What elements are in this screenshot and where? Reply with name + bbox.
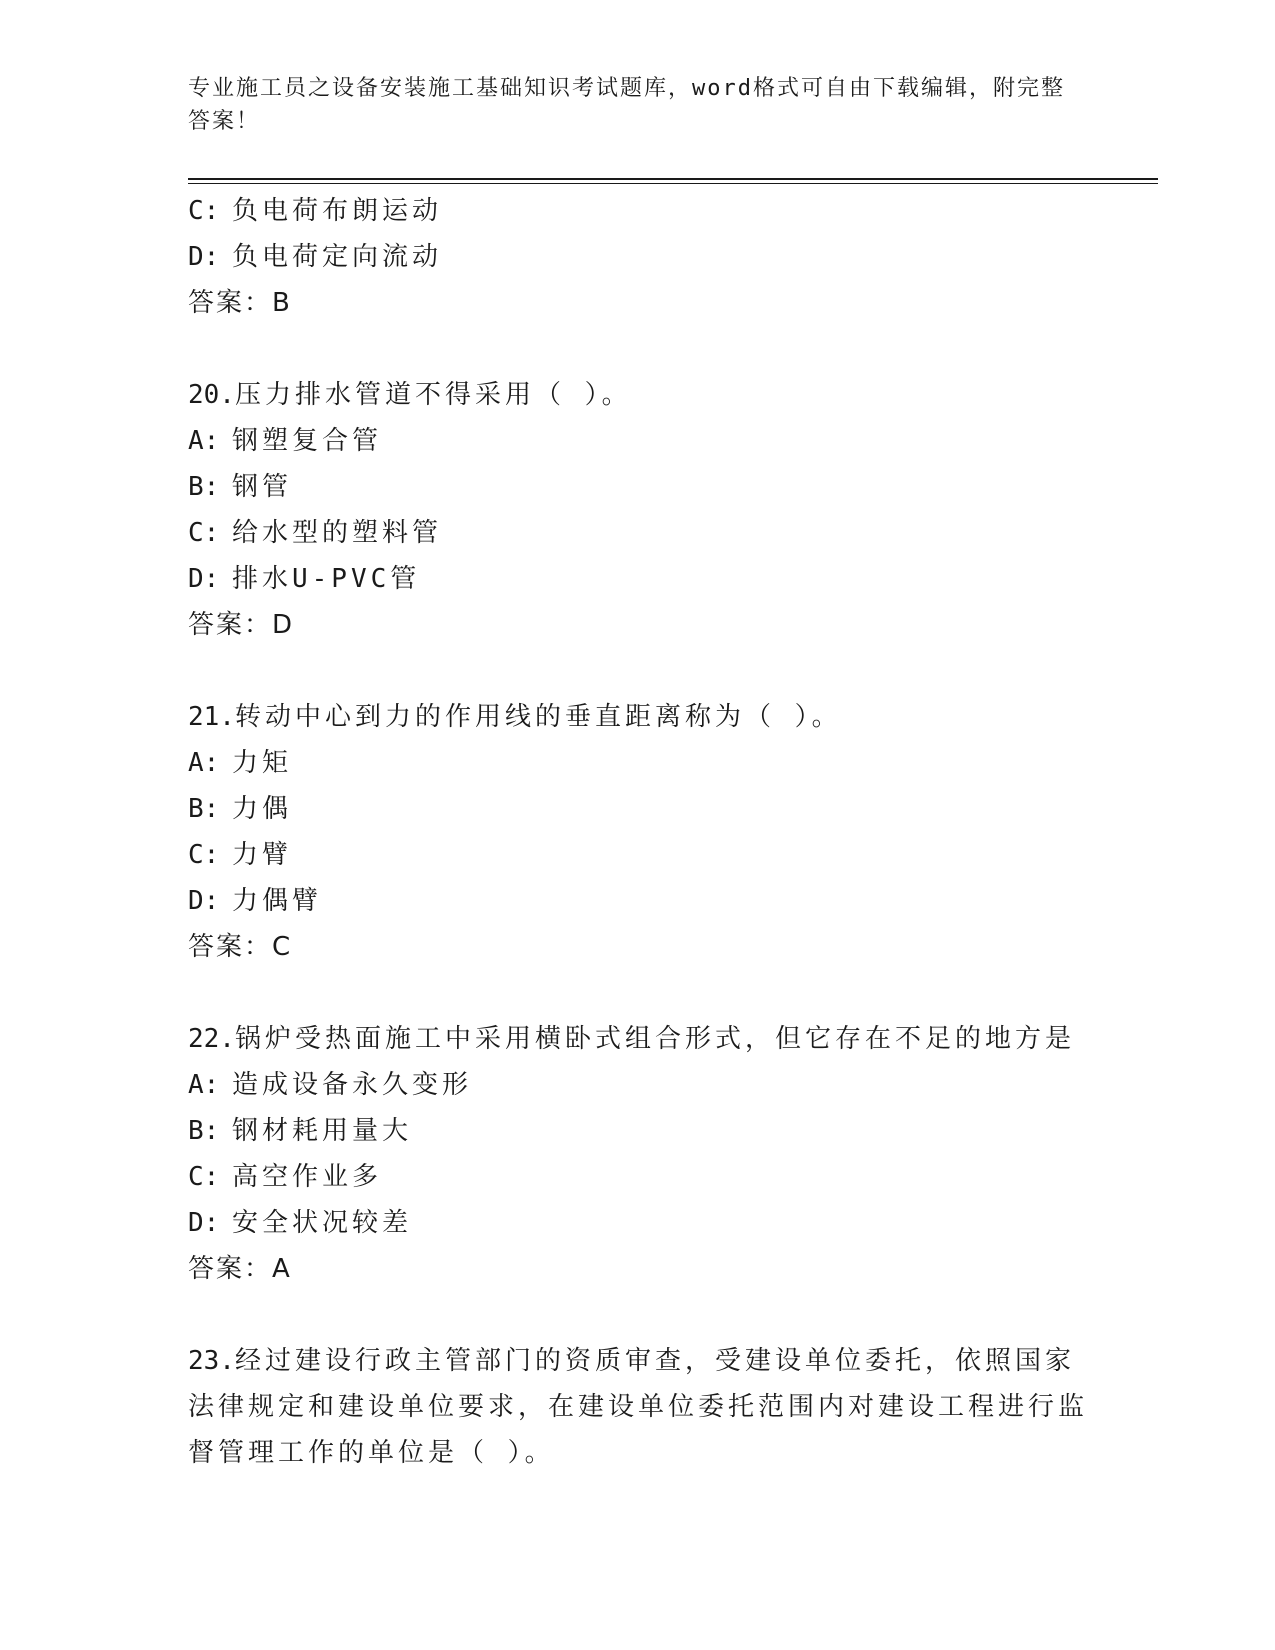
option-item [188,786,1088,832]
option-label: C: [188,196,220,226]
option-text: 安全状况较差 [232,1208,413,1238]
question-stem [188,1338,1088,1476]
option-label: D: [188,564,220,594]
question-number: 21. [188,702,235,732]
option-label: C: [188,840,220,870]
option-item [188,234,1088,280]
option-text: 力偶臂 [232,886,323,916]
question-number: 22. [188,1024,235,1054]
option-text: 钢材耗用量大 [232,1116,413,1146]
option-text: 钢管 [232,472,293,502]
option-item [188,510,1088,556]
question-stem [188,1016,1088,1062]
question-stem [188,372,1088,418]
option-text: 负电荷布朗运动 [232,196,443,226]
option-label: B: [188,794,220,824]
option-item [188,1154,1088,1200]
option-text: 力矩 [232,748,293,778]
option-label: B: [188,1116,220,1146]
option-item [188,740,1088,786]
option-label: B: [188,472,220,502]
option-item [188,556,1088,602]
answer-line: 答案：C [188,932,293,962]
option-label: D: [188,886,220,916]
option-label: A: [188,1070,220,1100]
header-rule [188,178,1158,180]
document-header: 专业施工员之设备安装施工基础知识考试题库，word格式可自由下载编辑，附完整答案！ [188,76,1065,134]
option-item [188,832,1088,878]
option-text: 力臂 [232,840,293,870]
answer-line: 答案：D [188,610,295,640]
option-label: A: [188,426,220,456]
option-text: 钢塑复合管 [232,426,383,456]
question-text: 压力排水管道不得采用（ ）。 [234,380,632,410]
option-text: 排水U-PVC管 [232,564,421,594]
option-item [188,418,1088,464]
option-item [188,1062,1088,1108]
option-item [188,1108,1088,1154]
option-label: C: [188,1162,220,1192]
option-item [188,188,1088,234]
option-text: 负电荷定向流动 [232,242,443,272]
option-label: A: [188,748,220,778]
option-label: D: [188,1208,220,1238]
question-text: 经过建设行政主管部门的资质审查，受建设单位委托，依照国家法律规定和建设单位要求，在建设单位委托范围内对建设工程进行监督管理工作的单位是（ ）。 [188,1346,1089,1468]
answer-line: 答案：B [188,288,292,318]
question-number: 20. [188,380,235,410]
option-text: 给水型的塑料管 [232,518,443,548]
option-label: C: [188,518,220,548]
option-text: 高空作业多 [232,1162,383,1192]
question-list [188,188,1088,1476]
option-text: 造成设备永久变形 [232,1070,473,1100]
option-label: D: [188,242,220,272]
question-number: 23. [188,1346,235,1376]
question-text: 锅炉受热面施工中采用横卧式组合形式，但它存在不足的地方是 [234,1024,1075,1054]
answer-line: 答案：A [188,1254,292,1284]
option-item [188,878,1088,924]
question-stem [188,694,1088,740]
option-item [188,1200,1088,1246]
header-rule-thin [188,183,1158,184]
question-text: 转动中心到力的作用线的垂直距离称为（ ）。 [234,702,842,732]
option-text: 力偶 [232,794,293,824]
option-item [188,464,1088,510]
